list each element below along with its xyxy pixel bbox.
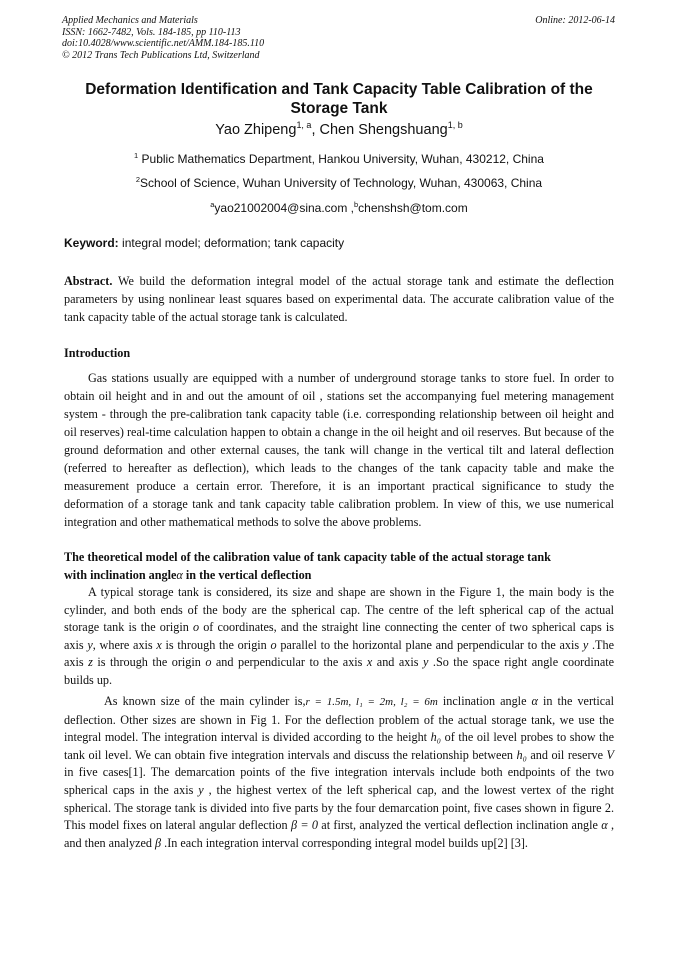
author-2: Chen Shengshuang: [319, 122, 448, 138]
cylinder-paragraph: [64, 693, 614, 852]
email-b[interactable]: chenshsh@tom.com: [358, 201, 468, 215]
affiliation-1: [62, 152, 616, 166]
p1-text-7: is through the origin: [92, 655, 206, 670]
math-x: x: [156, 637, 162, 652]
p2-text-10: .In each integration interval corresponding integral model builds up[2] [3].: [161, 835, 528, 850]
p2-text-5: and oil reserve: [526, 747, 607, 762]
paper-title: [62, 80, 616, 118]
math-y: y: [198, 782, 204, 797]
section-heading: [64, 548, 614, 584]
p2-text-1: As known size of the main cylinder is,: [104, 694, 306, 708]
email-a[interactable]: yao21002004@sina.com: [214, 201, 348, 215]
p2-text-7: , the highest vertex of the left spherical cap, and the lowest vertex of the right spherical. The storage tank is divided into five parts by the four demarcation point, five cases shown in figure 2. This model fixes on lateral angular deflection: [64, 782, 615, 833]
intro-paragraph: Gas stations usually are equipped with a number of underground storage tanks to store fuel. In order to obtain oil height and in and out the amount of oil , stations set the accompanying fuel metering management system - through the pre-calibration tank capacity table (i.e. corresponding relationship between oil height and oil reserves) real-time calculation happen to obtain a change in the oil height and oil reserves. But because of the ground deformation and other external causes, the tank will change in the vertical tilt and lateral deflection (referred to hereafter as deflection), which leads to the changes of the tank capacity table and make the measurement produce a certain error. Therefore, it is an important practical significance to study the deformation of a storage tank and tank capacity table calibration problem. In view of this, we use numerical integration and other mathematical methods to solve the above problems.: [64, 371, 614, 529]
title-line-2: Storage Tank: [290, 100, 388, 117]
p1-text-10: .So the space right angle coordinate builds up.: [64, 655, 615, 687]
keyword-line: [64, 236, 344, 250]
math-y: y: [87, 637, 93, 652]
p1-text-6: .The axis: [64, 637, 614, 670]
p2-text-8: at first, analyzed the vertical deflection inclination angle: [317, 818, 602, 833]
journal-header: [62, 15, 264, 61]
math-dimensions: r = 1.5m, l₁ = 2m, l₂ = 6m: [305, 696, 438, 708]
doi-line: doi:10.4028/www.scientific.net/AMM.184-185.110: [62, 38, 265, 49]
authors-line: [62, 122, 616, 138]
p1-text-3: , where axis: [92, 637, 157, 652]
journal-name: Applied Mechanics and Materials: [62, 15, 198, 26]
online-date: Online: 2012-06-14: [535, 15, 615, 26]
p2-text-2: inclination angle: [437, 694, 532, 708]
section-heading-text-end: in the vertical deflection: [182, 568, 312, 582]
coordinate-paragraph: [64, 584, 614, 690]
author-1: Yao Zhipeng: [215, 122, 297, 138]
p2-text-9: , and then analyzed: [64, 818, 615, 850]
math-beta: β: [155, 835, 162, 850]
section-heading-text: with inclination angle: [64, 568, 177, 582]
section-heading-line-2: [64, 566, 614, 584]
email-line: [62, 201, 616, 215]
math-y: y: [423, 655, 429, 670]
p2-text-3: in the vertical deflection. Other sizes are shown in Fig 1. For the deflection problem of the actual storage tank, we use the integral model. The integration interval is divided according to the height: [64, 694, 614, 745]
p1-text-4: is through the origin: [161, 637, 271, 652]
intro-heading: Introduction: [64, 346, 131, 360]
abstract-text: We build the deformation integral model of the actual storage tank and estimate the deflection parameters by using nonlinear least squares based on experimental data. The accurate calibration value of the tank capacity table of the actual storage tank is calculated.: [64, 274, 614, 324]
affiliation-2: [62, 176, 616, 190]
p2-text-6: in five cases[1]. The demarcation points of the five integration intervals include both endpoints of the two spherical caps in the axis: [64, 765, 614, 797]
abstract: [64, 272, 614, 326]
math-o: o: [192, 620, 200, 635]
abstract-label: Abstract.: [64, 274, 113, 288]
math-z: z: [88, 655, 93, 670]
math-o: o: [270, 637, 277, 652]
math-alpha: α: [601, 818, 608, 833]
p1-text-5: parallel to the horizontal plane and perpendicular to the axis: [276, 637, 583, 652]
p1-text-9: and axis: [372, 655, 423, 670]
affiliation-1-text: Public Mathematics Department, Hankou University, Wuhan, 430212, China: [138, 152, 544, 166]
math-h0: h₀: [430, 730, 442, 745]
math-h0: h₀: [516, 747, 527, 762]
math-alpha: α: [531, 694, 538, 708]
p1-text-8: and perpendicular to the axis: [211, 655, 367, 670]
math-y: y: [582, 637, 589, 652]
p1-text-2: of coordinates, and the straight line connecting the center of two spherical caps is axis: [64, 620, 614, 652]
title-line-1: Deformation Identification and Tank Capacity Table Calibration of the: [85, 81, 593, 98]
p2-text-4: of the oil level probes to show the tank oil level. We can obtain five integration intervals and discuss the relationship between: [64, 730, 615, 762]
email-separator: ,: [347, 201, 355, 215]
math-beta-zero: β = 0: [290, 818, 318, 833]
alpha-symbol: α: [176, 568, 183, 582]
math-o: o: [205, 655, 212, 670]
p1-text-1: A typical storage tank is considered, its size and shape are shown in the Figure 1, the main body is the cylinder, and both ends of the body are the spherical cap. The centre of the left spherical cap of the actual storage tank is the origin: [64, 585, 614, 635]
keyword-label: Keyword:: [64, 236, 119, 250]
author-1-sup: 1, a: [296, 120, 312, 131]
affiliation-2-sup: 2: [135, 175, 141, 184]
author-separator: ,: [311, 122, 320, 138]
affiliation-1-sup: 1: [134, 151, 139, 160]
affiliation-2-text: School of Science, Wuhan University of Technology, Wuhan, 430063, China: [140, 176, 543, 190]
section-heading-line-1: The theoretical model of the calibration value of tank capacity table of the actual storage tank: [64, 550, 551, 564]
math-x: x: [366, 655, 373, 670]
issn-line: ISSN: 1662-7482, Vols. 184-185, pp 110-113: [62, 26, 241, 38]
keyword-text: integral model; deformation; tank capacity: [118, 236, 345, 250]
email-b-sup: b: [354, 200, 359, 209]
math-V: V: [606, 747, 614, 762]
author-2-sup: 1, b: [447, 120, 463, 131]
email-a-sup: a: [210, 200, 215, 209]
copyright-line: © 2012 Trans Tech Publications Ltd, Switzerland: [62, 49, 260, 61]
